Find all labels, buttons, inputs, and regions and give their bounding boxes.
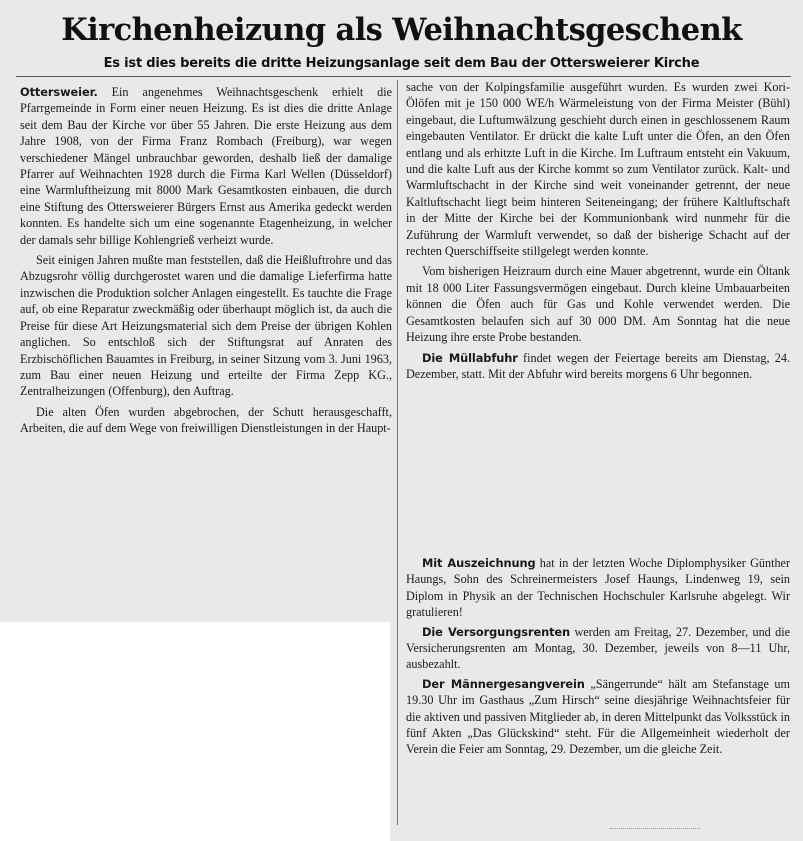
notice-lead: Die Müllabfuhr <box>422 350 518 365</box>
article-column-right <box>406 79 790 385</box>
article-headline: Kirchenheizung als Weihnachtsgeschenk <box>61 12 742 48</box>
local-notices <box>406 555 790 761</box>
headline-rule <box>16 76 791 77</box>
column-divider <box>397 80 398 825</box>
article-paragraph-1-text: Ein angenehmes Weihnachtsgeschenk erhielt die Pfarrgemeinde in Form einer neuen Heizung. Es ist dies die dritte Anlage seit dem Bau der Kirche vor über 55 Jahren. Die erste Heizung aus dem Jahre 1908, von der Firma Franz Rombach (Freiburg), war wegen verschiedener Mängel unbrauchbar geworden, deshalb ließ der damalige Pfarrer auf Weihnachten 1928 durch die Firma Karl Wellen (Düsseldorf) eine Warmluftheizung mit 8000 Mark Gesamtkosten einbauen, die durch eine Stiftung des Ottersweierer Bürgers Ernst aus Amerika gedeckt werden konnten. Es handelte sich um eine sogenannte Etagenheizung, in welcher der damals sehr billige Kohlengrieß verheizt wurde. <box>20 85 392 247</box>
article-paragraph-3-end: sache von der Kolpingsfamilie ausgeführt wurden. Es wurden zwei Kori-Ölöfen mit je 150 000 WE/h Wärmeleistung von der Firma Meister (Bühl) eingebaut, die Luftumwälzung geschieht durch einen in geschlossenem Raum eingebauten Ventilator. Er drückt die kalte Luft unter die Öfen, an den Öfen entlang und als erhitzte Luft in die Kirche. Im Luftraum entsteht ein Vakuum, und die kalte Luft aus der Kirche kommt so zum Ventilator zurück. Kalt- und Warmluftschacht in der Kirche sind weit voneinander getrennt, der neue Kaltluftschacht liegt beim hinteren Seiteneingang; der frühere Kaltluftschaft in der Mitte der Kirche bei der Kommunionbank wird nunmehr für die Zuführung der Warmluft verwendet, so daß der bisherige Schacht auf der rechten Querschiffseite stillgelegt werden konnte. <box>406 80 790 259</box>
notice-text: werden am Freitag, 27. Dezember, und die Versicherungsrenten am Montag, 30. Dezember, jeweils von 8—11 Uhr, ausbezahlt. <box>406 624 791 672</box>
notice-auszeichnung <box>406 555 790 621</box>
article-paragraph-1 <box>20 84 392 248</box>
notice-muellabfuhr <box>406 350 790 383</box>
page-margin <box>0 622 390 841</box>
article-paragraph-2: Seit einigen Jahren mußte man feststellen, daß die Heißluftrohre und das Abzugsrohr völlig durchgerostet waren und die damalige Lieferfirma hatte inzwischen die Produktion solcher Anlagen eingestellt. Es tauchte die Frage auf, ob eine Reparatur zweckmäßig oder überhaupt möglich ist, da auch die Preise für diese Art Heizungsmaterial sich dem Preise der übrigen Kohlen anglichen. So entschloß sich der Stiftungsrat auf Anraten des Erzbischöflichen Bauamtes in Freiburg, in seiner Sitzung vom 3. Juni 1963, zum Bau einer neuen Heizung und erteilte der Firma Zepp KG., Zentralheizungen (Offenburg), den Auftrag. <box>20 253 392 399</box>
notice-text: findet wegen der Feiertage bereits am Dienstag, 24. Dezember, statt. Mit der Abfuhr wird bereits morgens 6 Uhr begonnen. <box>406 350 790 381</box>
notice-text: hat in der letzten Woche Diplomphysiker Günther Haungs, Sohn des Schreinermeisters Josef Haungs, Lindenweg 19, sein Diplom in Physik an der Technischen Hochschuler Karlsruhe abgelegt. Wir gratulieren! <box>406 556 791 620</box>
notice-lead: Die Versorgungsrenten <box>422 624 571 639</box>
notice-versorgungsrenten <box>406 624 790 673</box>
notice-lead: Mit Auszeichnung <box>422 556 536 570</box>
torn-edge <box>610 828 700 835</box>
article-paragraph-4: Vom bisherigen Heizraum durch eine Mauer abgetrennt, wurde ein Öltank mit 18 000 Liter Fassungsvermögen eingebaut. Durch kleine Umbauarbeiten können die Öfen auch für Gas und Kohle verwendet werden. Die Gesamtkosten belaufen sich auf 30 000 DM. Am Sonntag hat die neue Heizung ihre erste Probe bestanden. <box>406 264 790 345</box>
notice-text: „Sängerrunde“ hält am Stefanstage um 19.30 Uhr im Gasthaus „Zum Hirsch“ seine diesjährige Weihnachtsfeier für die aktiven und passiven Mitglieder ab, in deren Mittelpunkt das Volksstück in fünf Akten „Das Glückskind“ steht. Für die Allgemeinheit wiederholt der Verein die Feier am Sonntag, 29. Dezember, um die gleiche Zeit. <box>406 676 791 757</box>
notice-lead: Der Männergesangverein <box>422 676 585 691</box>
article-subheadline: Es ist dies bereits die dritte Heizungsanlage seit dem Bau der Ottersweierer Kirche <box>103 56 700 71</box>
article-paragraph-3-start: Die alten Öfen wurden abgebrochen, der Schutt herausgeschafft, Arbeiten, die auf dem Wege von freiwilligen Dienstleistungen in der Haupt- <box>20 404 392 436</box>
notice-maennergesangverein <box>406 676 790 758</box>
article-dateline: Ottersweier. <box>20 85 98 99</box>
article-column-left <box>20 84 392 441</box>
